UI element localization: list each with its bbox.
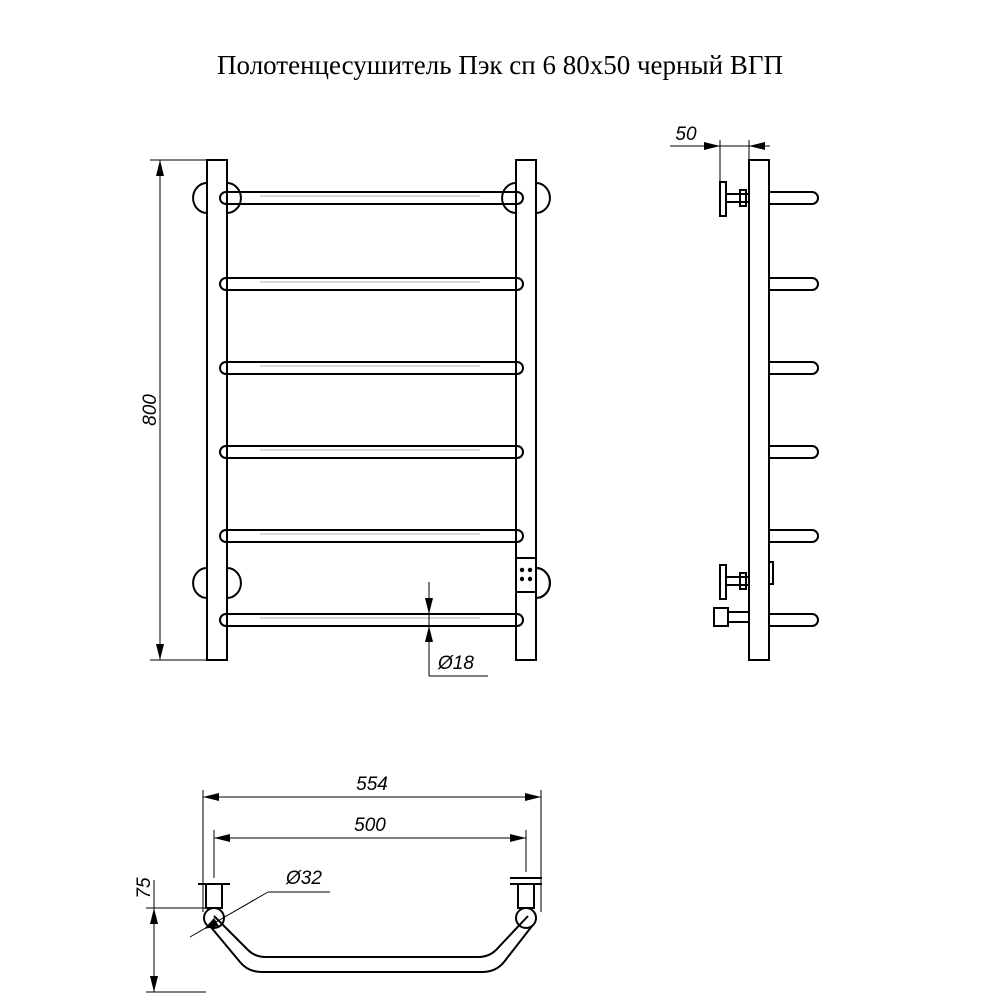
side-hook	[769, 192, 818, 204]
riser-diameter-dimension	[190, 868, 330, 937]
rung	[220, 446, 523, 458]
height-dimension	[140, 160, 207, 660]
front-view	[140, 160, 550, 676]
page-title: Полотенцесушитель Пэк сп 6 80х50 черный ВГП	[217, 50, 783, 80]
rung	[220, 614, 523, 626]
wall-mount-top-left	[193, 183, 207, 213]
top-view-bar-outer	[210, 926, 532, 972]
center-distance-label: 500	[354, 815, 386, 836]
wall-mount-bottom-right	[536, 568, 550, 598]
side-hook	[769, 362, 818, 374]
top-view-bar-inner	[214, 916, 528, 957]
switch-icon	[516, 558, 550, 598]
overall-width-label: 554	[356, 774, 388, 795]
rung	[220, 362, 523, 374]
wall-offset-label: 75	[134, 877, 155, 899]
side-hooks	[769, 192, 818, 626]
plug-icon	[714, 608, 749, 626]
side-hook	[769, 278, 818, 290]
side-offset-dimension	[670, 124, 770, 182]
rung	[220, 192, 523, 204]
side-hook	[769, 614, 818, 626]
top-view	[134, 774, 542, 992]
bar-diameter-label: Ø18	[438, 653, 474, 674]
riser-diameter-label: Ø32	[286, 868, 322, 889]
side-wall-bracket-top	[720, 182, 749, 216]
center-distance-dimension	[214, 815, 526, 878]
side-wall-bracket-bottom	[720, 565, 749, 599]
left-riser	[207, 160, 227, 660]
side-riser	[749, 160, 769, 660]
side-view	[670, 124, 818, 660]
rung	[220, 530, 523, 542]
side-hook	[769, 446, 818, 458]
rung	[220, 278, 523, 290]
rungs	[220, 192, 523, 626]
side-offset-label: 50	[675, 124, 697, 145]
overall-width-dimension	[203, 774, 541, 912]
wall-mount-bottom-left	[193, 568, 207, 598]
wall-mount-top-right	[536, 183, 550, 213]
side-hook	[769, 530, 818, 542]
height-label: 800	[140, 394, 161, 426]
bar-diameter-dimension	[425, 582, 488, 676]
